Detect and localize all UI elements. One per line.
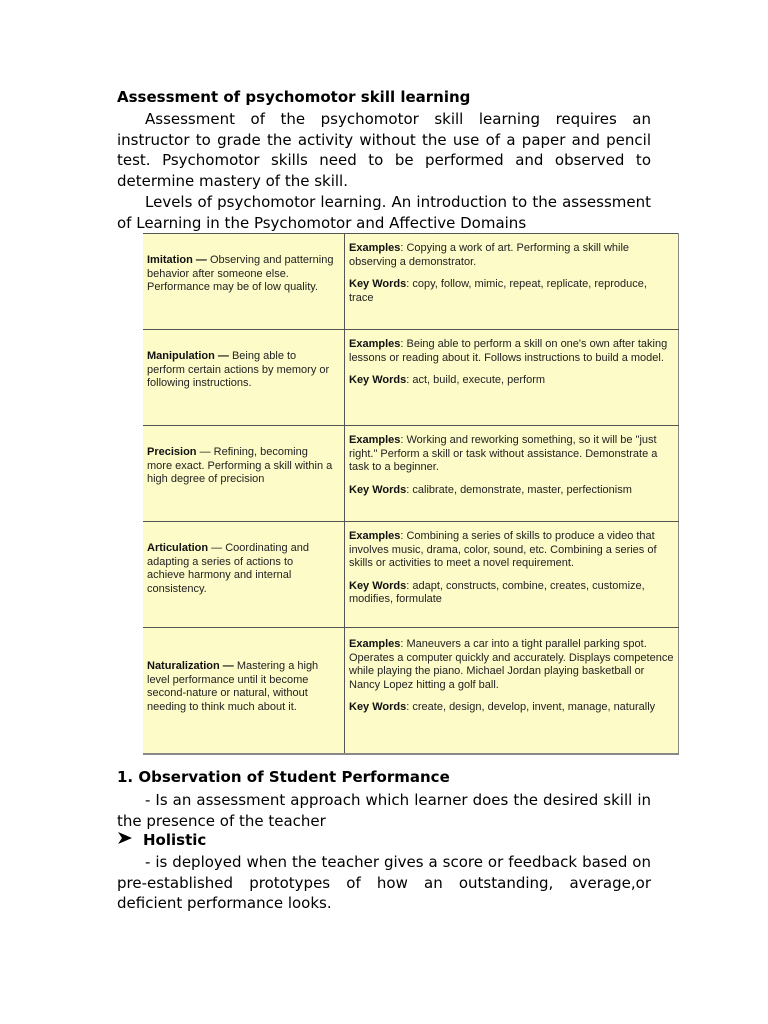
examples-cell [345, 234, 679, 330]
table-row [143, 330, 679, 426]
examples-label: Examples [349, 338, 401, 350]
holistic-bullet [117, 831, 206, 849]
key-words-text: : act, build, execute, perform [406, 374, 546, 387]
level-cell [143, 426, 345, 522]
key-words-label: Key Words [349, 579, 407, 592]
examples-text: : Maneuvers a car into a tight parallel parking spot. Operates a computer quickly and accurately. Displays competence while playing the piano. Michael Jordan playing basketball or Nancy Lopez hitting a golf ball. [349, 638, 674, 691]
levels-paragraph-text: Levels of psychomotor learning. An introduction to the assessment of Learning in the Psychomotor and Affective Domains [117, 193, 651, 232]
level-description: Mastering a high level performance until it become second-nature or natural, without needing to think much about it. [147, 660, 319, 713]
levels-paragraph [117, 192, 651, 233]
table-row [143, 234, 679, 330]
examples-text: : Working and reworking something, so it will be "just right." Perform a skill or task without assistance. Demonstrate a task to a beginner. [349, 434, 658, 474]
examples-text: : Copying a work of art. Performing a skill while observing a demonstrator. [349, 242, 630, 268]
level-name: Manipulation — [147, 350, 229, 362]
examples-cell [345, 426, 679, 522]
section-heading: 1. Observation of Student Performance [117, 768, 450, 786]
arrow-bullet-icon [117, 831, 137, 849]
examples-cell [345, 522, 679, 628]
key-words-label: Key Words [349, 701, 407, 714]
section-paragraph-text: - Is an assessment approach which learner does the desired skill in the presence of the teacher [117, 791, 651, 830]
key-words-label: Key Words [349, 278, 407, 291]
psychomotor-levels-table [143, 233, 679, 755]
table-row [143, 522, 679, 628]
examples-label: Examples [349, 530, 401, 542]
examples-cell [345, 330, 679, 426]
key-words-label: Key Words [349, 483, 407, 496]
key-words-text: : create, design, develop, invent, manage, naturally [406, 701, 656, 714]
key-words-text: : copy, follow, mimic, repeat, replicate, reproduce, trace [349, 278, 647, 304]
examples-cell [345, 628, 679, 754]
examples-label: Examples [349, 434, 401, 446]
holistic-paragraph [117, 852, 651, 914]
table-row [143, 426, 679, 522]
key-words-text: : adapt, constructs, combine, creates, customize, modifies, formulate [349, 579, 645, 606]
holistic-label: Holistic [143, 831, 207, 849]
examples-text: : Combining a series of skills to produce a video that involves music, drama, color, sound, etc. Combining a series of skills or activities to meet a novel requirement. [349, 530, 657, 570]
examples-label: Examples [349, 638, 401, 650]
intro-paragraph [117, 109, 651, 191]
level-name: Naturalization — [147, 660, 234, 672]
page-title: Assessment of psychomotor skill learning [117, 88, 471, 106]
level-description: Being able to perform certain actions by memory or following instructions. [147, 350, 330, 390]
level-name: Imitation — [147, 254, 207, 266]
examples-label: Examples [349, 242, 401, 254]
level-description: Observing and patterning behavior after someone else. Performance may be of low quality. [147, 254, 334, 294]
level-cell [143, 522, 345, 628]
holistic-paragraph-text: - is deployed when the teacher gives a score or feedback based on pre-established prototypes of how an outstanding, average,or deficient performance looks. [117, 853, 651, 913]
level-description: — Coordinating and adapting a series of actions to achieve harmony and internal consistency. [147, 542, 310, 595]
level-cell [143, 234, 345, 330]
level-cell [143, 628, 345, 754]
level-name: Articulation [147, 542, 209, 554]
table-row [143, 628, 679, 754]
level-cell [143, 330, 345, 426]
examples-text: : Being able to perform a skill on one's own after taking lessons or reading about it. Follows instructions to build a model. [349, 338, 668, 364]
key-words-text: : calibrate, demonstrate, master, perfectionism [406, 483, 632, 496]
level-description: — Refining, becoming more exact. Performing a skill within a high degree of precision [147, 446, 333, 486]
section-paragraph [117, 790, 651, 831]
intro-paragraph-text: Assessment of the psychomotor skill learning requires an instructor to grade the activity without the use of a paper and pencil test. Psychomotor skills need to be performed and observed to determine mastery of the skill. [117, 110, 651, 190]
level-name: Precision [147, 446, 197, 458]
key-words-label: Key Words [349, 374, 407, 387]
